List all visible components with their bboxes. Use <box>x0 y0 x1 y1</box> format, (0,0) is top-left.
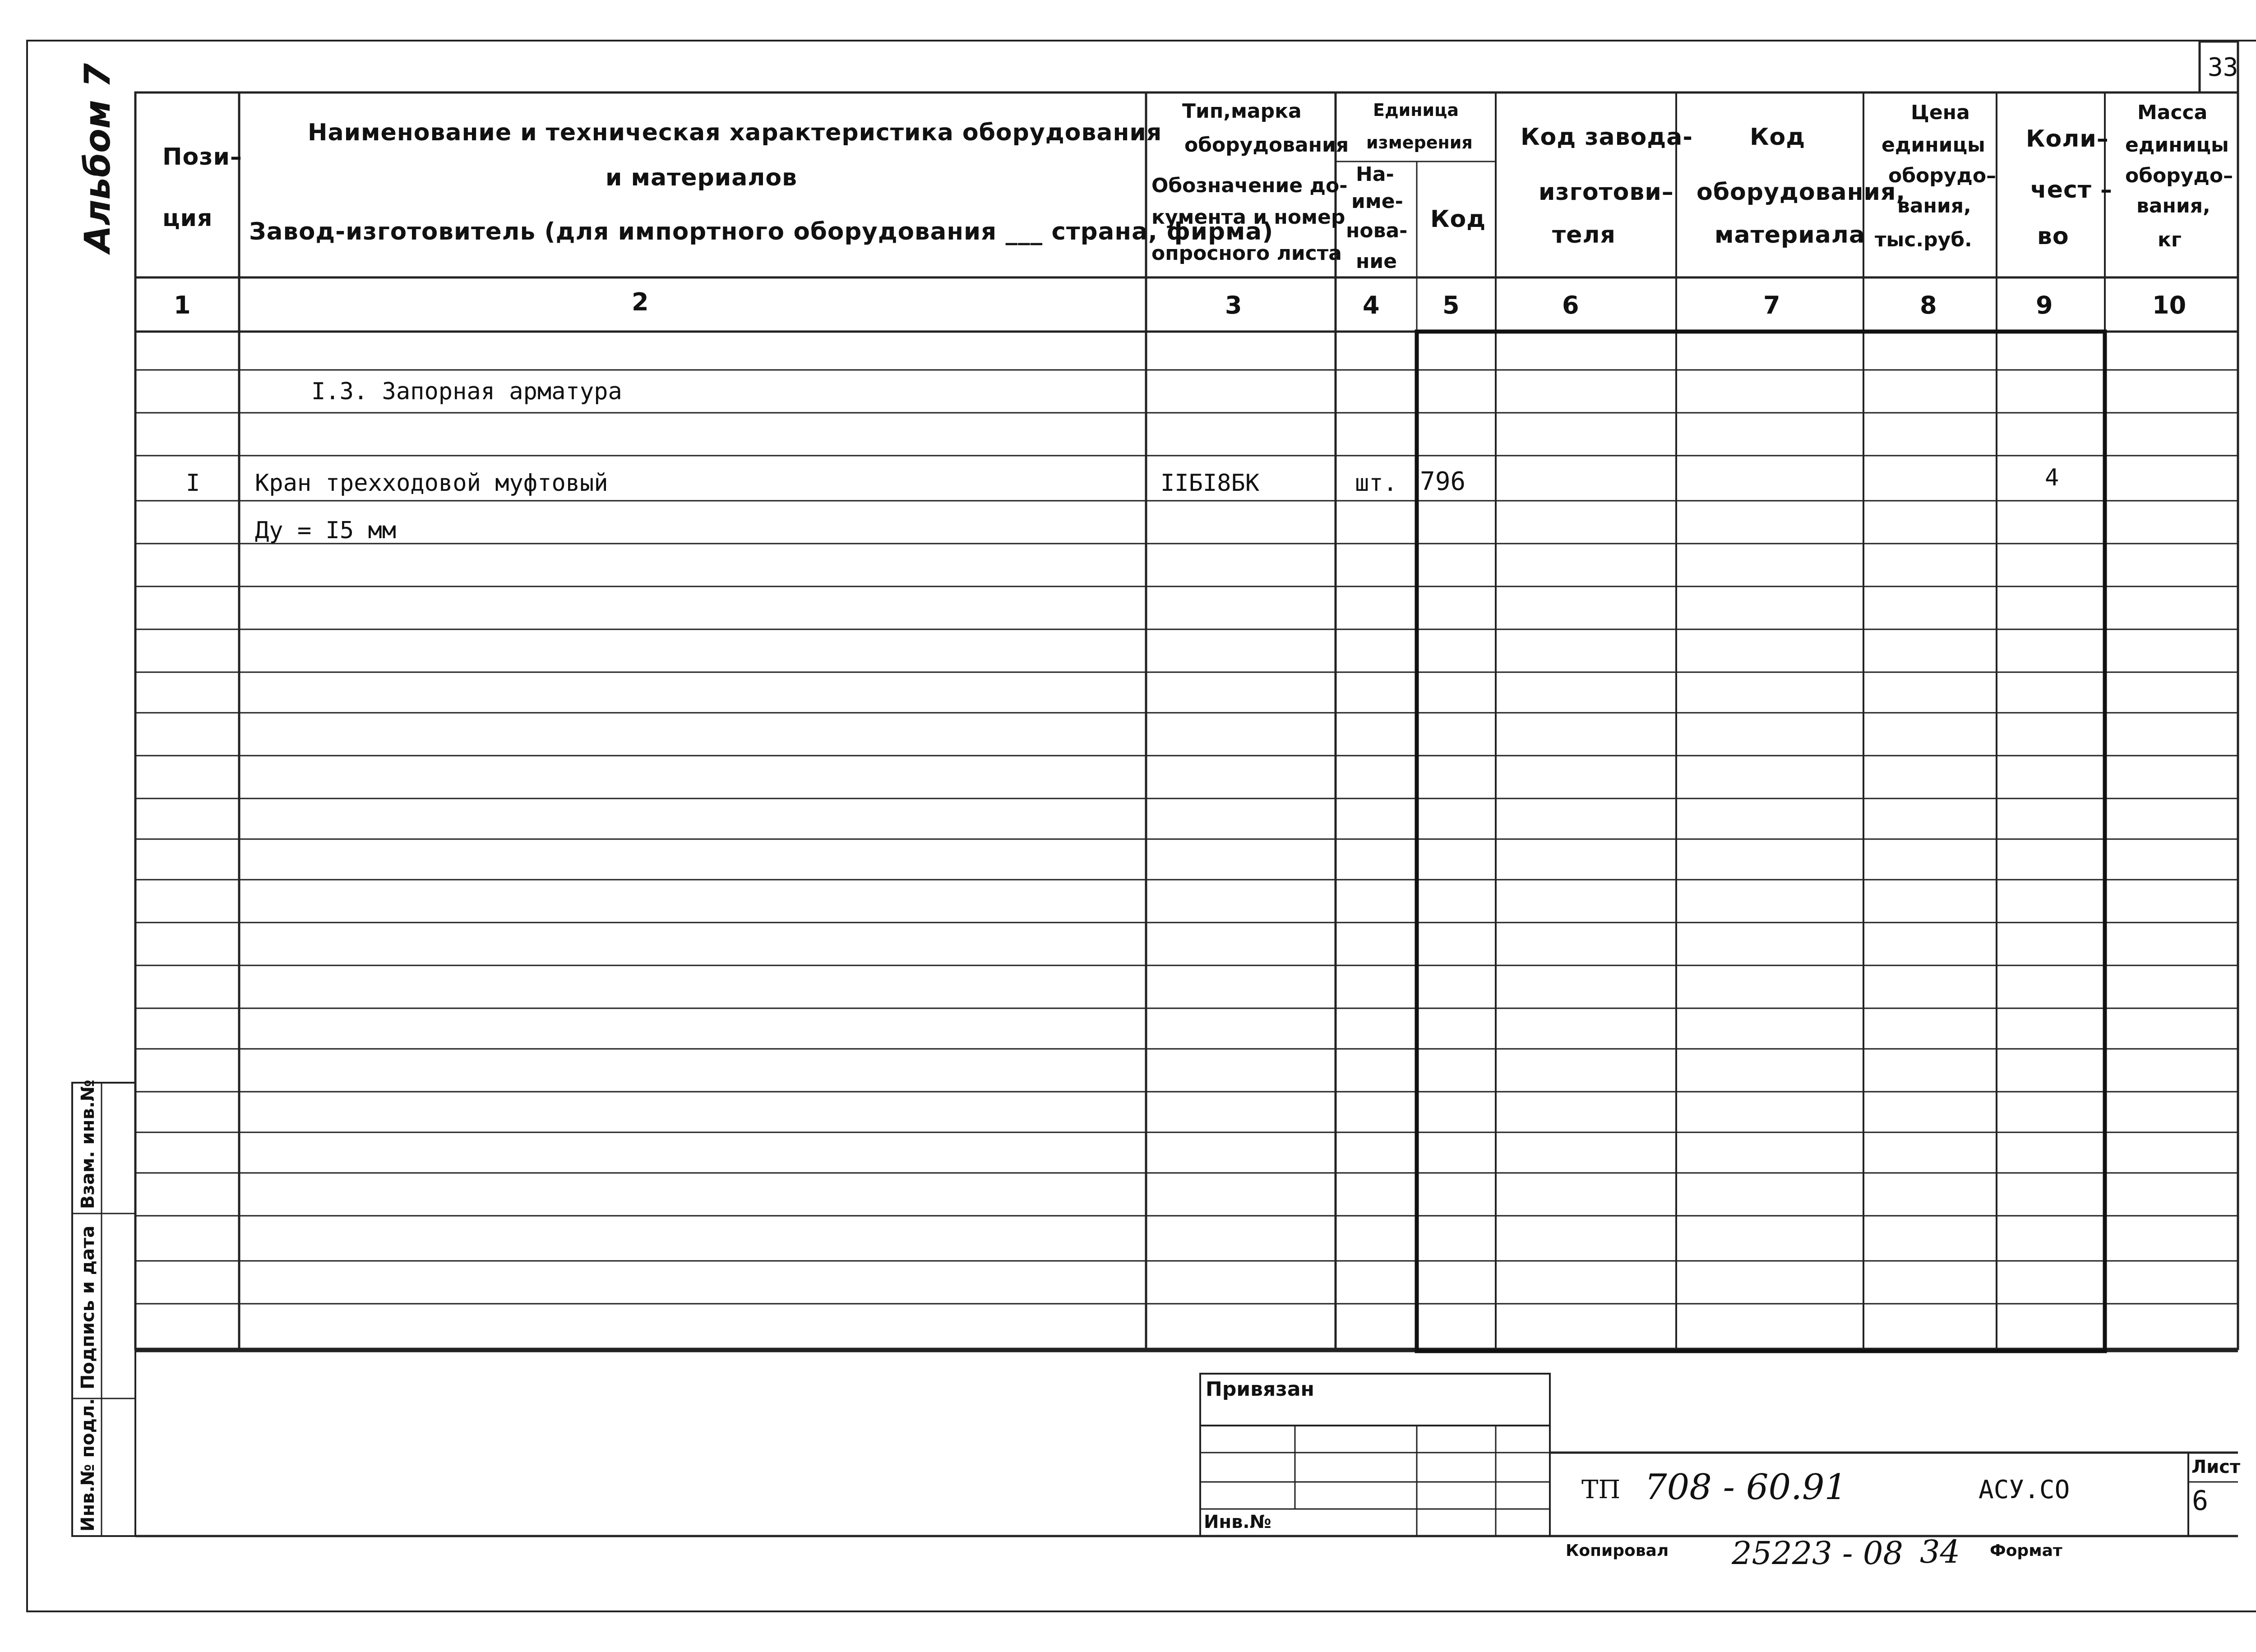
stamp-inv-podl: Инв.№ подл. <box>78 1398 98 1532</box>
header-col10-line1: Масса <box>2137 101 2208 124</box>
item-unit-code: 796 <box>1420 467 1466 496</box>
section-title: I.3. Запорная арматура <box>311 378 622 405</box>
privyazan-label: Привязан <box>1206 1378 1314 1401</box>
header-col8-line1: Цена <box>1911 101 1970 124</box>
item-name: Кран трехходовой муфтовый <box>255 470 608 497</box>
list-label: Лист <box>2191 1457 2241 1477</box>
header-col10-line5: кг <box>2158 228 2182 251</box>
header-col7-line2: оборудования, <box>1697 179 1906 206</box>
header-col9-line2: чест – <box>2030 176 2113 203</box>
header-col3-line5: опросного листа <box>1151 242 1342 265</box>
header-col4-line3: нова- <box>1346 219 1408 242</box>
doc-code: АСУ.СО <box>1979 1475 2070 1504</box>
kopiroval-label: Копировал <box>1566 1541 1669 1560</box>
header-unit-group-line2: измерения <box>1366 133 1473 152</box>
list-number: 6 <box>2192 1485 2209 1517</box>
header-col6-line3: теля <box>1552 221 1616 249</box>
colnum-9: 9 <box>2036 291 2053 319</box>
doc-number: 708 - 60.91 <box>1645 1467 1847 1508</box>
header-col10-line4: вания, <box>2136 194 2210 217</box>
item-type: IIБI8БК <box>1160 470 1260 497</box>
inv-no-label: Инв.№ <box>1204 1512 1271 1532</box>
format-label: Формат <box>1990 1541 2062 1560</box>
colnum-3: 3 <box>1225 291 1242 319</box>
header-col2-line3: Завод-изготовитель (для импортного оборудования ___ страна, фирма) <box>249 218 1274 245</box>
header-col2-line1: Наименование и техническая характеристика оборудования <box>308 119 1162 146</box>
header-col8-line5: тыс.руб. <box>1875 228 1972 251</box>
colnum-2: 2 <box>632 288 649 316</box>
header-col8-line2: единицы <box>1882 134 1985 157</box>
header-col7-line1: Код <box>1750 124 1806 151</box>
header-col7-line3: материала <box>1715 221 1865 249</box>
colnum-5: 5 <box>1442 291 1460 319</box>
header-col3-line1: Тип,марка <box>1182 100 1302 123</box>
colnum-7: 7 <box>1763 291 1780 319</box>
item-unit-name: шт. <box>1355 470 1397 497</box>
header-col1-line2: ция <box>162 205 213 232</box>
header-col9-line3: во <box>2037 223 2069 250</box>
header-col4-line2: име- <box>1351 190 1403 213</box>
header-col10-line3: оборудо– <box>2125 164 2233 187</box>
header-col10-line2: единицы <box>2125 134 2229 157</box>
header-col4-line1: На- <box>1356 163 1394 186</box>
item-quantity: 4 <box>2045 464 2059 491</box>
copy-page: 34 <box>1920 1533 1960 1570</box>
header-col6-line1: Код завода- <box>1521 124 1693 151</box>
colnum-1: 1 <box>174 291 191 319</box>
header-col3-line2: оборудования <box>1184 134 1349 157</box>
header-unit-group-line1: Единица <box>1373 100 1459 120</box>
item-position: I <box>186 470 200 497</box>
stamp-podpis-data: Подпись и дата <box>78 1225 98 1389</box>
header-col9-line1: Коли– <box>2026 125 2109 152</box>
header-col3-line4: кумента и номер <box>1151 206 1345 229</box>
copy-number: 25223 - 08 <box>1732 1535 1903 1572</box>
doc-prefix: ТП <box>1581 1475 1621 1504</box>
header-col1-line1: Пози– <box>162 143 242 171</box>
header-col4-line4: ние <box>1356 250 1397 273</box>
header-col2-line2: и материалов <box>606 164 798 191</box>
colnum-10: 10 <box>2152 291 2187 319</box>
header-col6-line2: изготови– <box>1539 179 1674 206</box>
header-col3-line3: Обозначение до- <box>1151 174 1348 197</box>
header-col5: Код <box>1430 206 1486 233</box>
item-name-line2: Ду = I5 мм <box>255 517 397 544</box>
header-col8-line3: оборудо– <box>1888 164 1997 187</box>
colnum-4: 4 <box>1363 291 1380 319</box>
colnum-8: 8 <box>1920 291 1937 319</box>
header-col8-line4: вания, <box>1897 194 1971 217</box>
colnum-6: 6 <box>1562 291 1579 319</box>
sheet-number: 33 <box>2208 53 2238 82</box>
album-label: Альбом 7 <box>78 63 118 253</box>
stamp-vzam-inv: Взам. инв.№ <box>78 1080 98 1209</box>
